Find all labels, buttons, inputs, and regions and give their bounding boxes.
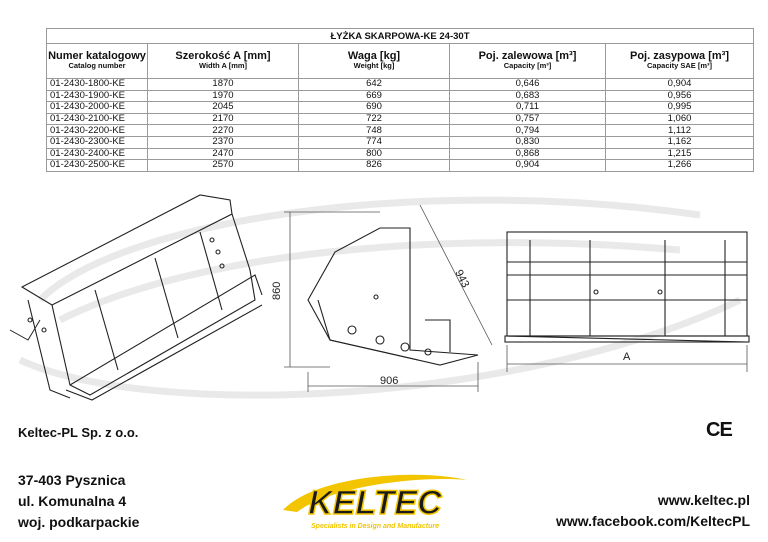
ce-mark: CE xyxy=(706,419,732,441)
cell-catalog-number: 01-2430-2000-KE xyxy=(47,102,148,114)
table-row xyxy=(47,113,754,125)
cell-width: 1870 xyxy=(148,79,299,91)
cell-weight: 800 xyxy=(299,148,450,160)
cell-weight: 690 xyxy=(299,102,450,114)
header-weight: Waga [kg] Weight [kg] xyxy=(299,44,450,79)
table-row xyxy=(47,160,754,172)
contact-links xyxy=(556,490,750,532)
cell-weight: 748 xyxy=(299,125,450,137)
cell-capacity-sae: 0,904 xyxy=(606,79,754,91)
cell-capacity-sae: 1,215 xyxy=(606,148,754,160)
cell-capacity-sae: 0,956 xyxy=(606,90,754,102)
bucket-drawings xyxy=(0,180,768,410)
spec-table-container xyxy=(46,28,754,172)
company-name: Keltec-PL Sp. z o.o. xyxy=(18,425,139,440)
watermark-swoosh xyxy=(20,200,740,395)
cell-weight: 642 xyxy=(299,79,450,91)
header-catalog-number: Numer katalogowy Catalog number xyxy=(47,44,148,79)
address-line: woj. podkarpackie xyxy=(18,514,140,530)
logo-tagline: Specialists in Design and Manufacture xyxy=(311,523,439,530)
header-capacity: Poj. zalewowa [m³] Capacity [m³] xyxy=(450,44,606,79)
header-capacity-sae: Poj. zasypowa [m³] Capacity SAE [m³] xyxy=(606,44,754,79)
cell-width: 2270 xyxy=(148,125,299,137)
cell-width: 2370 xyxy=(148,136,299,148)
cell-catalog-number: 01-2430-2200-KE xyxy=(47,125,148,137)
cell-capacity-sae: 1,162 xyxy=(606,136,754,148)
cell-capacity: 0,830 xyxy=(450,136,606,148)
cell-catalog-number: 01-2430-2500-KE xyxy=(47,160,148,172)
address-line: ul. Komunalna 4 xyxy=(18,493,127,509)
table-title: ŁYŻKA SKARPOWA-KE 24-30T xyxy=(47,29,754,44)
cell-width: 2570 xyxy=(148,160,299,172)
cell-weight: 669 xyxy=(299,90,450,102)
depth-dimension-label: 906 xyxy=(380,375,399,387)
cell-width: 2045 xyxy=(148,102,299,114)
cell-weight: 774 xyxy=(299,136,450,148)
spec-table xyxy=(46,28,754,172)
cell-capacity: 0,646 xyxy=(450,79,606,91)
cell-catalog-number: 01-2430-1800-KE xyxy=(47,79,148,91)
table-body xyxy=(47,79,754,172)
diagonal-dimension-label: 943 xyxy=(452,267,472,290)
cell-capacity-sae: 0,995 xyxy=(606,102,754,114)
cell-capacity-sae: 1,112 xyxy=(606,125,754,137)
header-width: Szerokość A [mm] Width A [mm] xyxy=(148,44,299,79)
address-line: 37-403 Pysznica xyxy=(18,472,126,488)
cell-catalog-number: 01-2430-1900-KE xyxy=(47,90,148,102)
cell-catalog-number: 01-2430-2300-KE xyxy=(47,136,148,148)
cell-capacity-sae: 1,266 xyxy=(606,160,754,172)
side-view-dimensions xyxy=(284,205,492,392)
cell-weight: 826 xyxy=(299,160,450,172)
cell-width: 2170 xyxy=(148,113,299,125)
keltec-logo xyxy=(275,470,475,532)
cell-capacity: 0,868 xyxy=(450,148,606,160)
table-row xyxy=(47,90,754,102)
cell-capacity: 0,683 xyxy=(450,90,606,102)
cell-weight: 722 xyxy=(299,113,450,125)
address-block xyxy=(18,470,139,533)
website-link[interactable]: www.keltec.pl xyxy=(657,492,750,508)
cell-capacity: 0,757 xyxy=(450,113,606,125)
table-row xyxy=(47,102,754,114)
table-header-row xyxy=(47,44,754,79)
cell-catalog-number: 01-2430-2100-KE xyxy=(47,113,148,125)
cell-capacity: 0,711 xyxy=(450,102,606,114)
cell-capacity: 0,904 xyxy=(450,160,606,172)
cell-capacity: 0,794 xyxy=(450,125,606,137)
width-dimension-label: A xyxy=(623,351,631,363)
cell-width: 2470 xyxy=(148,148,299,160)
table-row xyxy=(47,79,754,91)
cell-capacity-sae: 1,060 xyxy=(606,113,754,125)
logo-wordmark: KELTEC xyxy=(308,484,442,522)
table-row xyxy=(47,125,754,137)
facebook-link[interactable]: www.facebook.com/KeltecPL xyxy=(556,513,750,529)
table-row xyxy=(47,148,754,160)
cell-width: 1970 xyxy=(148,90,299,102)
cell-catalog-number: 01-2430-2400-KE xyxy=(47,148,148,160)
table-row xyxy=(47,136,754,148)
height-dimension-label: 860 xyxy=(271,281,283,300)
